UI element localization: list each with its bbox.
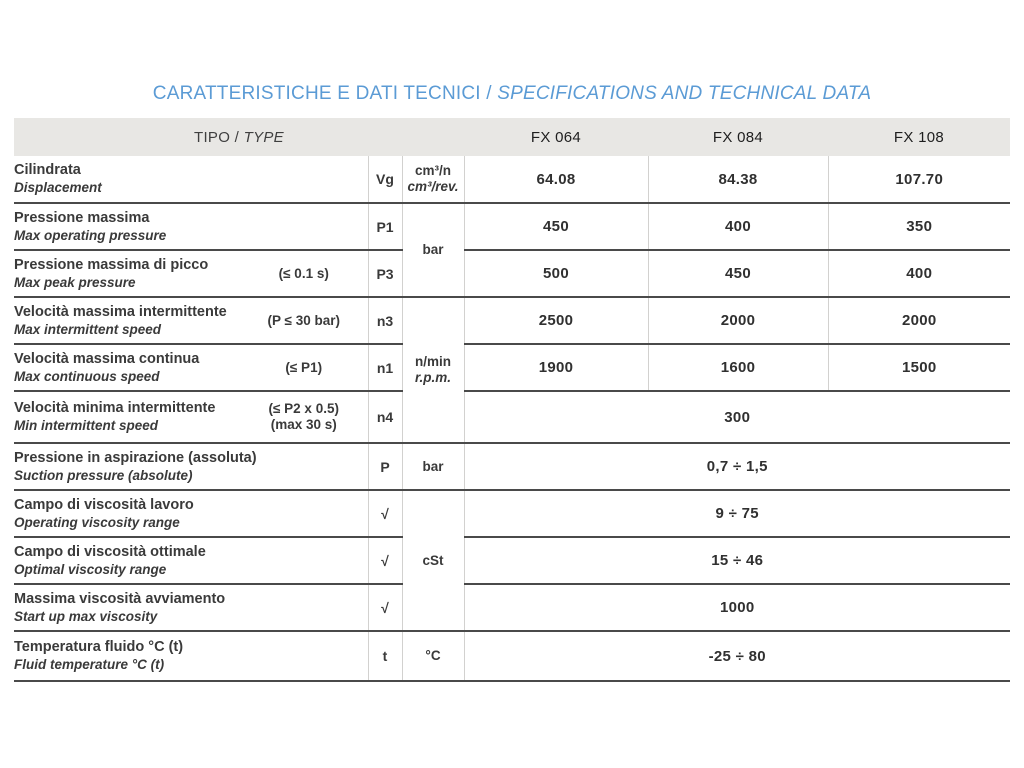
symbol-cell: √ (368, 537, 402, 584)
unit-line1: cm³/n (414, 163, 451, 178)
tipo-label: TIPO / (194, 128, 244, 146)
spec-header-row (14, 118, 1010, 156)
model-header-fx108: FX 108 (828, 118, 1010, 156)
value-cell-merged: 1000 (464, 584, 1010, 631)
unit-cell-bar: bar (402, 443, 464, 490)
value-cell-merged: 0,7 ÷ 1,5 (464, 443, 1010, 490)
value-cell-fx084: 450 (648, 250, 828, 297)
label-cell (14, 537, 368, 584)
label-en: Max intermittent speed (14, 321, 162, 337)
label-en: Suction pressure (absolute) (14, 467, 193, 483)
row-max-continuous-speed (14, 344, 1010, 391)
condition-cell: (P ≤ 30 bar) (240, 297, 368, 344)
model-header-fx064: FX 064 (464, 118, 648, 156)
value-cell-fx064: 2500 (464, 297, 648, 344)
value-cell-fx084: 2000 (648, 297, 828, 344)
label-cell (14, 203, 368, 250)
page-title-en: SPECIFICATIONS AND TECHNICAL DATA (497, 83, 872, 104)
row-startup-max-viscosity (14, 584, 1010, 631)
label-it: Pressione massima di picco (14, 256, 209, 273)
label-cell (14, 297, 240, 344)
label-cell (14, 631, 368, 681)
label-it: Campo di viscosità ottimale (14, 543, 206, 560)
unit-cell-rpm (402, 297, 464, 443)
value-cell-fx064: 450 (464, 203, 648, 250)
condition-line2: (max 30 s) (270, 417, 337, 432)
label-en: Fluid temperature °C (t) (14, 657, 165, 672)
unit-line2: cm³/rev. (407, 179, 459, 194)
row-min-intermittent-speed (14, 391, 1010, 443)
label-en: Start up max viscosity (14, 608, 158, 624)
unit-line2: r.p.m. (414, 370, 451, 385)
label-en: Displacement (14, 180, 102, 195)
row-max-intermittent-speed (14, 297, 1010, 344)
symbol-cell: √ (368, 584, 402, 631)
label-cell (14, 391, 240, 443)
type-label: TYPE (243, 128, 284, 146)
label-cell (14, 344, 240, 391)
page-title (0, 83, 1024, 105)
label-en: Max continuous speed (14, 368, 160, 384)
label-en: Operating viscosity range (14, 514, 180, 530)
label-it: Massima viscosità avviamento (14, 590, 226, 607)
unit-line1: n/min (415, 354, 451, 369)
label-it: Pressione in aspirazione (assoluta) (14, 449, 257, 466)
symbol-cell: P1 (368, 203, 402, 250)
row-max-peak-pressure (14, 250, 1010, 297)
label-it: Cilindrata (14, 162, 81, 178)
value-cell-merged: 300 (464, 391, 1010, 443)
label-cell (14, 250, 240, 297)
value-cell-merged: 9 ÷ 75 (464, 490, 1010, 537)
value-cell-merged: -25 ÷ 80 (464, 631, 1010, 681)
label-en: Optimal viscosity range (14, 561, 167, 577)
page-title-it: CARATTERISTICHE E DATI TECNICI / (152, 83, 498, 104)
symbol-cell: √ (368, 490, 402, 537)
label-it: Temperatura fluido °C (t) (14, 639, 184, 655)
label-en: Min intermittent speed (14, 418, 159, 433)
value-cell-fx084: 84.38 (648, 156, 828, 203)
label-en: Max peak pressure (14, 274, 136, 290)
symbol-cell: t (368, 631, 402, 681)
label-it: Velocità massima continua (14, 350, 200, 367)
unit-cell (402, 156, 464, 203)
condition-line1: (≤ P2 x 0.5) (268, 401, 339, 416)
unit-cell-celsius: °C (402, 631, 464, 681)
value-cell-fx108: 2000 (828, 297, 1010, 344)
value-cell-fx108: 400 (828, 250, 1010, 297)
symbol-cell: P3 (368, 250, 402, 297)
row-suction-pressure (14, 443, 1010, 490)
value-cell-fx084: 1600 (648, 344, 828, 391)
value-cell-fx108: 107.70 (828, 156, 1010, 203)
spec-table (14, 118, 1010, 682)
value-cell-fx064: 64.08 (464, 156, 648, 203)
label-it: Campo di viscosità lavoro (14, 496, 194, 513)
label-cell (14, 584, 368, 631)
condition-cell: (≤ 0.1 s) (240, 250, 368, 297)
tipo-type-header (14, 118, 464, 156)
condition-cell (240, 391, 368, 443)
label-cell (14, 490, 368, 537)
symbol-cell: n3 (368, 297, 402, 344)
symbol-cell: Vg (368, 156, 402, 203)
value-cell-fx084: 400 (648, 203, 828, 250)
label-cell (14, 156, 368, 203)
label-cell (14, 443, 368, 490)
condition-cell: (≤ P1) (240, 344, 368, 391)
value-cell-fx064: 500 (464, 250, 648, 297)
model-header-fx084: FX 084 (648, 118, 828, 156)
symbol-cell: n1 (368, 344, 402, 391)
row-max-operating-pressure (14, 203, 1010, 250)
row-operating-viscosity-range (14, 490, 1010, 537)
label-it: Velocità minima intermittente (14, 400, 216, 416)
row-fluid-temperature (14, 631, 1010, 681)
symbol-cell: P (368, 443, 402, 490)
value-cell-merged: 15 ÷ 46 (464, 537, 1010, 584)
unit-cell-bar: bar (402, 203, 464, 297)
value-cell-fx064: 1900 (464, 344, 648, 391)
row-displacement (14, 156, 1010, 203)
value-cell-fx108: 350 (828, 203, 1010, 250)
unit-cell-cst: cSt (402, 490, 464, 631)
value-cell-fx108: 1500 (828, 344, 1010, 391)
row-optimal-viscosity-range (14, 537, 1010, 584)
label-it: Velocità massima intermittente (14, 303, 227, 320)
symbol-cell: n4 (368, 391, 402, 443)
label-en: Max operating pressure (14, 227, 167, 243)
label-it: Pressione massima (14, 209, 150, 226)
